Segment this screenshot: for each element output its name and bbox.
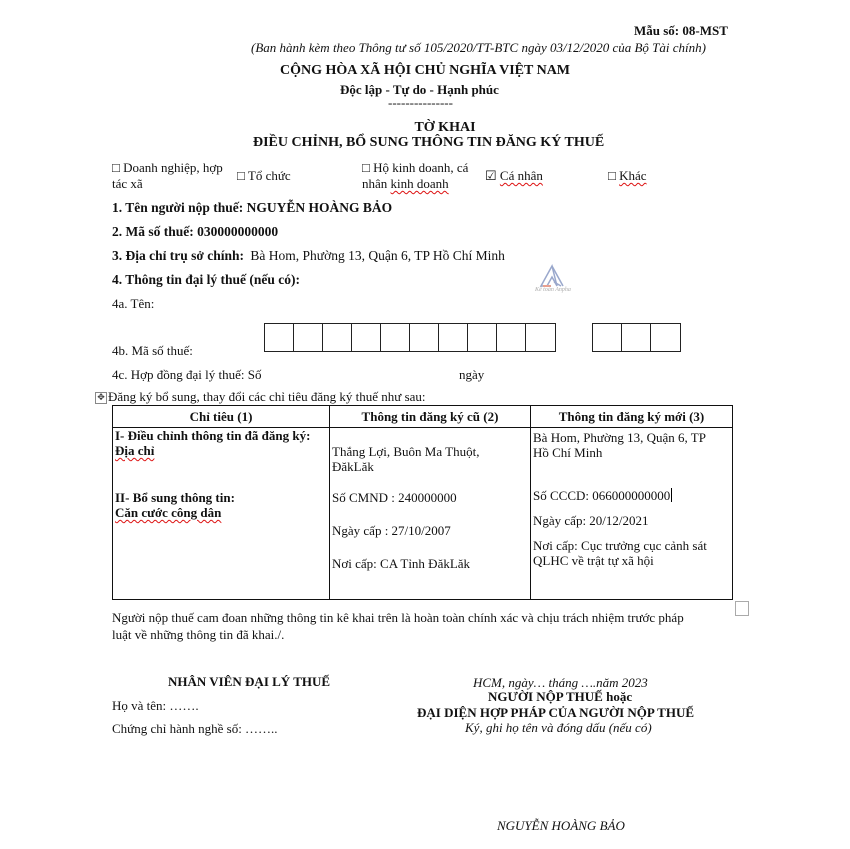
type-option-label: Hộ kinh doanh, cá [373,160,469,175]
digit-box[interactable] [352,324,381,351]
declaration-line-1: Người nộp thuế cam đoan những thông tin kê khai trên là hoàn toàn chính xác và chịu trách nhiệm trước pháp [112,610,684,625]
anpha-logo-icon [537,262,587,300]
digit-box[interactable] [497,324,526,351]
type-option-organization[interactable] [237,168,291,184]
field-taxpayer-name [112,200,392,216]
declaration-line-2: luật về những thông tin đã khai./. [112,627,285,642]
table-header: Chỉ tiêu (1) [113,406,330,428]
section-item: Địa chỉ [115,443,155,458]
header-divider: --------------- [388,95,453,110]
checkbox-empty-icon: □ [112,160,120,175]
old-address: Thắng Lợi, Buôn Ma Thuột, ĐăkLăk [332,444,480,474]
agent-tax-code-label: 4b. Mã số thuế: [112,343,193,358]
digit-box[interactable] [294,324,323,351]
criteria-cell [113,428,330,600]
checkbox-empty-icon: □ [362,160,370,175]
agent-contract-label: 4c. Hợp đồng đại lý thuế: Số [112,367,262,382]
digit-box[interactable] [323,324,352,351]
section-item: Căn cước công dân [115,505,222,520]
sign-date-line: HCM, ngày… tháng ….năm 2023 [473,675,648,690]
table-row [113,428,733,600]
type-option-other[interactable] [608,168,647,184]
agent-tax-code-input[interactable] [264,323,556,352]
nation-title: CỘNG HÒA XÃ HỘI CHỦ NGHĨA VIỆT NAM [280,63,571,78]
agent-cert-field: Chứng chỉ hành nghề số: …….. [112,721,278,736]
field-label: 1. Tên người nộp thuế: [112,200,244,215]
agent-name-label: 4a. Tên: [112,296,155,311]
old-id-number: Số CMND : 240000000 [332,490,457,505]
new-info-cell[interactable] [531,428,733,600]
section-title: I- Điều chỉnh thông tin đã đăng ký: [115,428,311,443]
signature-name: NGUYỄN HOÀNG BẢO [497,818,625,833]
field-label: 2. Mã số thuế: [112,224,194,239]
digit-box[interactable] [593,324,622,351]
type-option-individual[interactable] [485,168,543,184]
form-title: TỜ KHAI [414,120,476,135]
field-label: 3. Địa chỉ trụ sở chính: [112,248,244,263]
type-option-label: Cá nhân [499,168,543,183]
digit-box[interactable] [410,324,439,351]
checkbox-checked-icon: ☑ [485,168,497,183]
field-value: Bà Hom, Phường 13, Quận 6, TP Hồ Chí Minh [250,248,505,263]
sign-title-2: ĐẠI DIỆN HỢP PHÁP CỦA NGƯỜI NỘP THUẾ [417,705,694,720]
type-option-label: Khác [619,168,647,183]
field-value: 030000000000 [197,224,279,239]
new-id-number: Số CCCD: 066000000000 [533,488,671,503]
registration-changes-table [112,405,733,600]
form-subtitle: ĐIỀU CHỈNH, BỔ SUNG THÔNG TIN ĐĂNG KÝ THUẾ [253,135,605,150]
digit-box[interactable] [526,324,555,351]
type-option-household[interactable]: □ Hộ kinh doanh, cá nhân kinh doanh [362,160,469,191]
field-tax-code [112,224,278,240]
type-option-enterprise[interactable] [112,160,223,192]
side-checkbox[interactable] [735,601,749,616]
digit-box[interactable] [381,324,410,351]
agent-sign-title: NHÂN VIÊN ĐẠI LÝ THUẾ [168,674,331,689]
new-issue-place: Nơi cấp: Cục trưởng cục cảnh sát QLHC về trật tự xã hội [533,538,707,568]
text-cursor [671,488,672,502]
section-title: II- Bổ sung thông tin: [115,490,235,505]
old-info-cell[interactable] [330,428,531,600]
table-header: Thông tin đăng ký cũ (2) [330,406,531,428]
type-option-label: Doanh nghiệp, hợp [123,160,223,175]
checkbox-empty-icon: □ [608,168,616,183]
watermark-text: Kế toán Anpha [535,287,571,293]
field-address [112,248,505,264]
type-option-label: tác xã [112,176,143,191]
digit-box[interactable] [439,324,468,351]
field-agent-info: 4. Thông tin đại lý thuế (nếu có): [112,272,301,287]
agent-contract-date-label: ngày [459,367,485,382]
checkbox-empty-icon: □ [237,168,245,183]
form-number: Mẫu số: 08-MST [634,23,728,38]
digit-box[interactable] [622,324,651,351]
sign-title-1: NGƯỜI NỘP THUẾ hoặc [488,689,633,704]
agent-name-field: Họ và tên: ……. [112,698,199,713]
digit-box[interactable] [468,324,497,351]
issued-by-note: (Ban hành kèm theo Thông tư số 105/2020/TT-BTC ngày 03/12/2020 của Bộ Tài chính) [251,40,706,55]
new-issue-date: Ngày cấp: 20/12/2021 [533,513,649,528]
nation-motto: Độc lập - Tự do - Hạnh phúc [340,82,499,97]
digit-box[interactable] [651,324,680,351]
old-issue-date: Ngày cấp : 27/10/2007 [332,523,451,538]
agent-branch-code-input[interactable] [592,323,681,352]
type-option-label: Tổ chức [247,168,291,183]
sign-note: Ký, ghi họ tên và đóng dấu (nếu có) [465,720,652,735]
table-intro: Đăng ký bổ sung, thay đổi các chỉ tiêu đăng ký thuế như sau: [108,389,426,404]
table-move-handle-icon[interactable]: ✥ [95,392,107,404]
table-header: Thông tin đăng ký mới (3) [531,406,733,428]
new-address: Bà Hom, Phường 13, Quận 6, TP Hồ Chí Minh [533,430,706,460]
field-value: NGUYỄN HOÀNG BẢO [246,200,393,215]
watermark-logo [537,262,587,300]
digit-box[interactable] [265,324,294,351]
old-issue-place: Nơi cấp: CA Tỉnh ĐăkLăk [332,556,471,571]
